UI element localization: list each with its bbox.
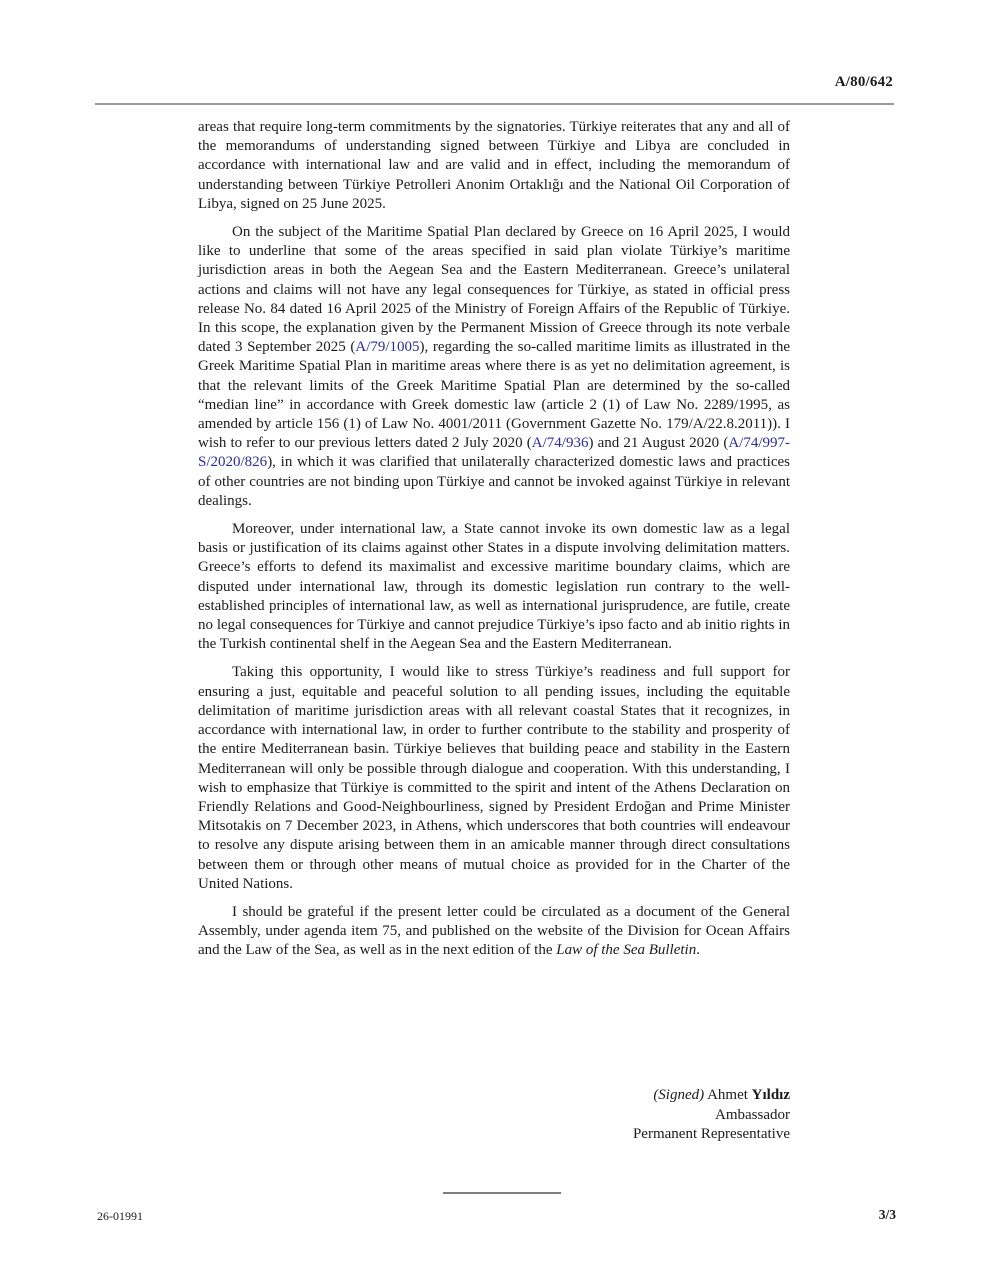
paragraph: On the subject of the Maritime Spatial Plan declared by Greece on 16 April 2025, I would like to underline that some of the areas specified in said plan violate Türkiye’s maritime jurisdiction areas in both the Aegean Sea and the Eastern Mediterranean. Greece’s unilateral actions and claims will not have any legal consequences for Türkiye, as stated in official press release No. 84 dated 16 April 2025 of the Ministry of Foreign Affairs of the Republic of Türkiye. In this scope, the explanation given by the Permanent Mission of Greece through its note verbale dated 3 September 2025 (A/79/1005), regarding the so-called maritime limits as illustrated in the Greek Maritime Spatial Plan in maritime areas where there is as yet no delimitation agreement, is that the relevant limits of the Greek Maritime Spatial Plan are determined by the so-called “median line” in accordance with Greek domestic law (article 2 (1) of Law No. 2289/1995, as amended by article 156 (1) of Law No. 4001/2011 (Government Gazette No. 179/A/22.8.2011)). I wish to refer to our previous letters dated 2 July 2020 (A/74/936) and 21 August 2020 (A/74/997-S/2020/826), in which it was clarified that unilaterally characterized domestic laws and practices of other countries are not binding upon Türkiye and cannot be invoked against Türkiye in relevant dealings. [198, 224, 791, 509]
paragraph: Moreover, under international law, a State cannot invoke its own domestic law as a legal basis or justification of its claims against other States in a dispute involving delimitation matters. Greece’s efforts to defend its maximalist and excessive maritime boundary claims, which are disputed under international law, through its domestic legislation run contrary to the well-established principles of international law, as well as international jurisprudence, are futile, create no legal consequences for Türkiye and cannot prejudice Türkiye’s ipso facto and ab initio rights in the Turkish continental shelf in the Aegean Sea and the Eastern Mediterranean. [198, 521, 790, 653]
signatory-title: Ambassador [715, 1106, 790, 1123]
page-number: 3/3 [878, 1207, 896, 1222]
signature-line [633, 1086, 790, 1106]
footnote-separator [443, 1192, 561, 1194]
signature-block [633, 1086, 790, 1145]
letter-body [198, 118, 790, 970]
paragraph: I should be grateful if the present letter could be circulated as a document of the General Assembly, under agenda item 75, and published on the website of the Division for Ocean Affairs and the Law of the Sea, as well as in the next edition of the Law of the Sea Bulletin. [198, 903, 790, 959]
signatory-role: Permanent Representative [632, 1126, 790, 1143]
paragraph: areas that require long-term commitments by the signatories. Türkiye reiterates that any and all of the memorandums of understanding signed between Türkiye and Libya are concluded in accordance with international law and are valid and in effect, including the memorandum of understanding between Türkiye Petrolleri Anonim Ortaklığı and the National Oil Corporation of Libya, signed on 25 June 2025. [198, 119, 790, 212]
document-symbol-link[interactable]: A/79/1005 [355, 339, 420, 356]
document-symbol-link[interactable]: A/74/997-S/2020/826 [198, 435, 790, 471]
document-symbol: A/80/642 [834, 74, 893, 90]
italic-text: Law of the Sea Bulletin [556, 942, 697, 959]
body-paragraphs [198, 118, 790, 961]
document-symbol-link[interactable]: A/74/936 [531, 435, 589, 452]
paragraph: Taking this opportunity, I would like to stress Türkiye’s readiness and full support for ensuring a just, equitable and peaceful solution to all pending issues, including the equitable delimitation of maritime jurisdiction areas with all relevant coastal States that it recognizes, in accordance with international law, in order to further contribute to the stability and prosperity of the entire Mediterranean basin. Türkiye believes that building peace and stability in the Eastern Mediterranean will only be possible through dialogue and cooperation. With this understanding, I wish to emphasize that Türkiye is committed to the spirit and intent of the Athens Declaration on Friendly Relations and Good-Neighbourliness, signed by President Erdoğan and Prime Minister Mitsotakis on 7 December 2023, in Athens, which underscores that both countries will endeavour to resolve any dispute arising between them in an amicable manner through direct consultations between them or through other means of mutual choice as provided for in the Charter of the United Nations. [198, 664, 790, 892]
job-number: 26-01991 [97, 1209, 143, 1223]
signed-label: (Signed) [653, 1087, 705, 1103]
header-rule [95, 103, 894, 105]
signatory-first-name: Ahmet [707, 1087, 748, 1103]
signatory-last-name: Yıldız [751, 1087, 790, 1103]
